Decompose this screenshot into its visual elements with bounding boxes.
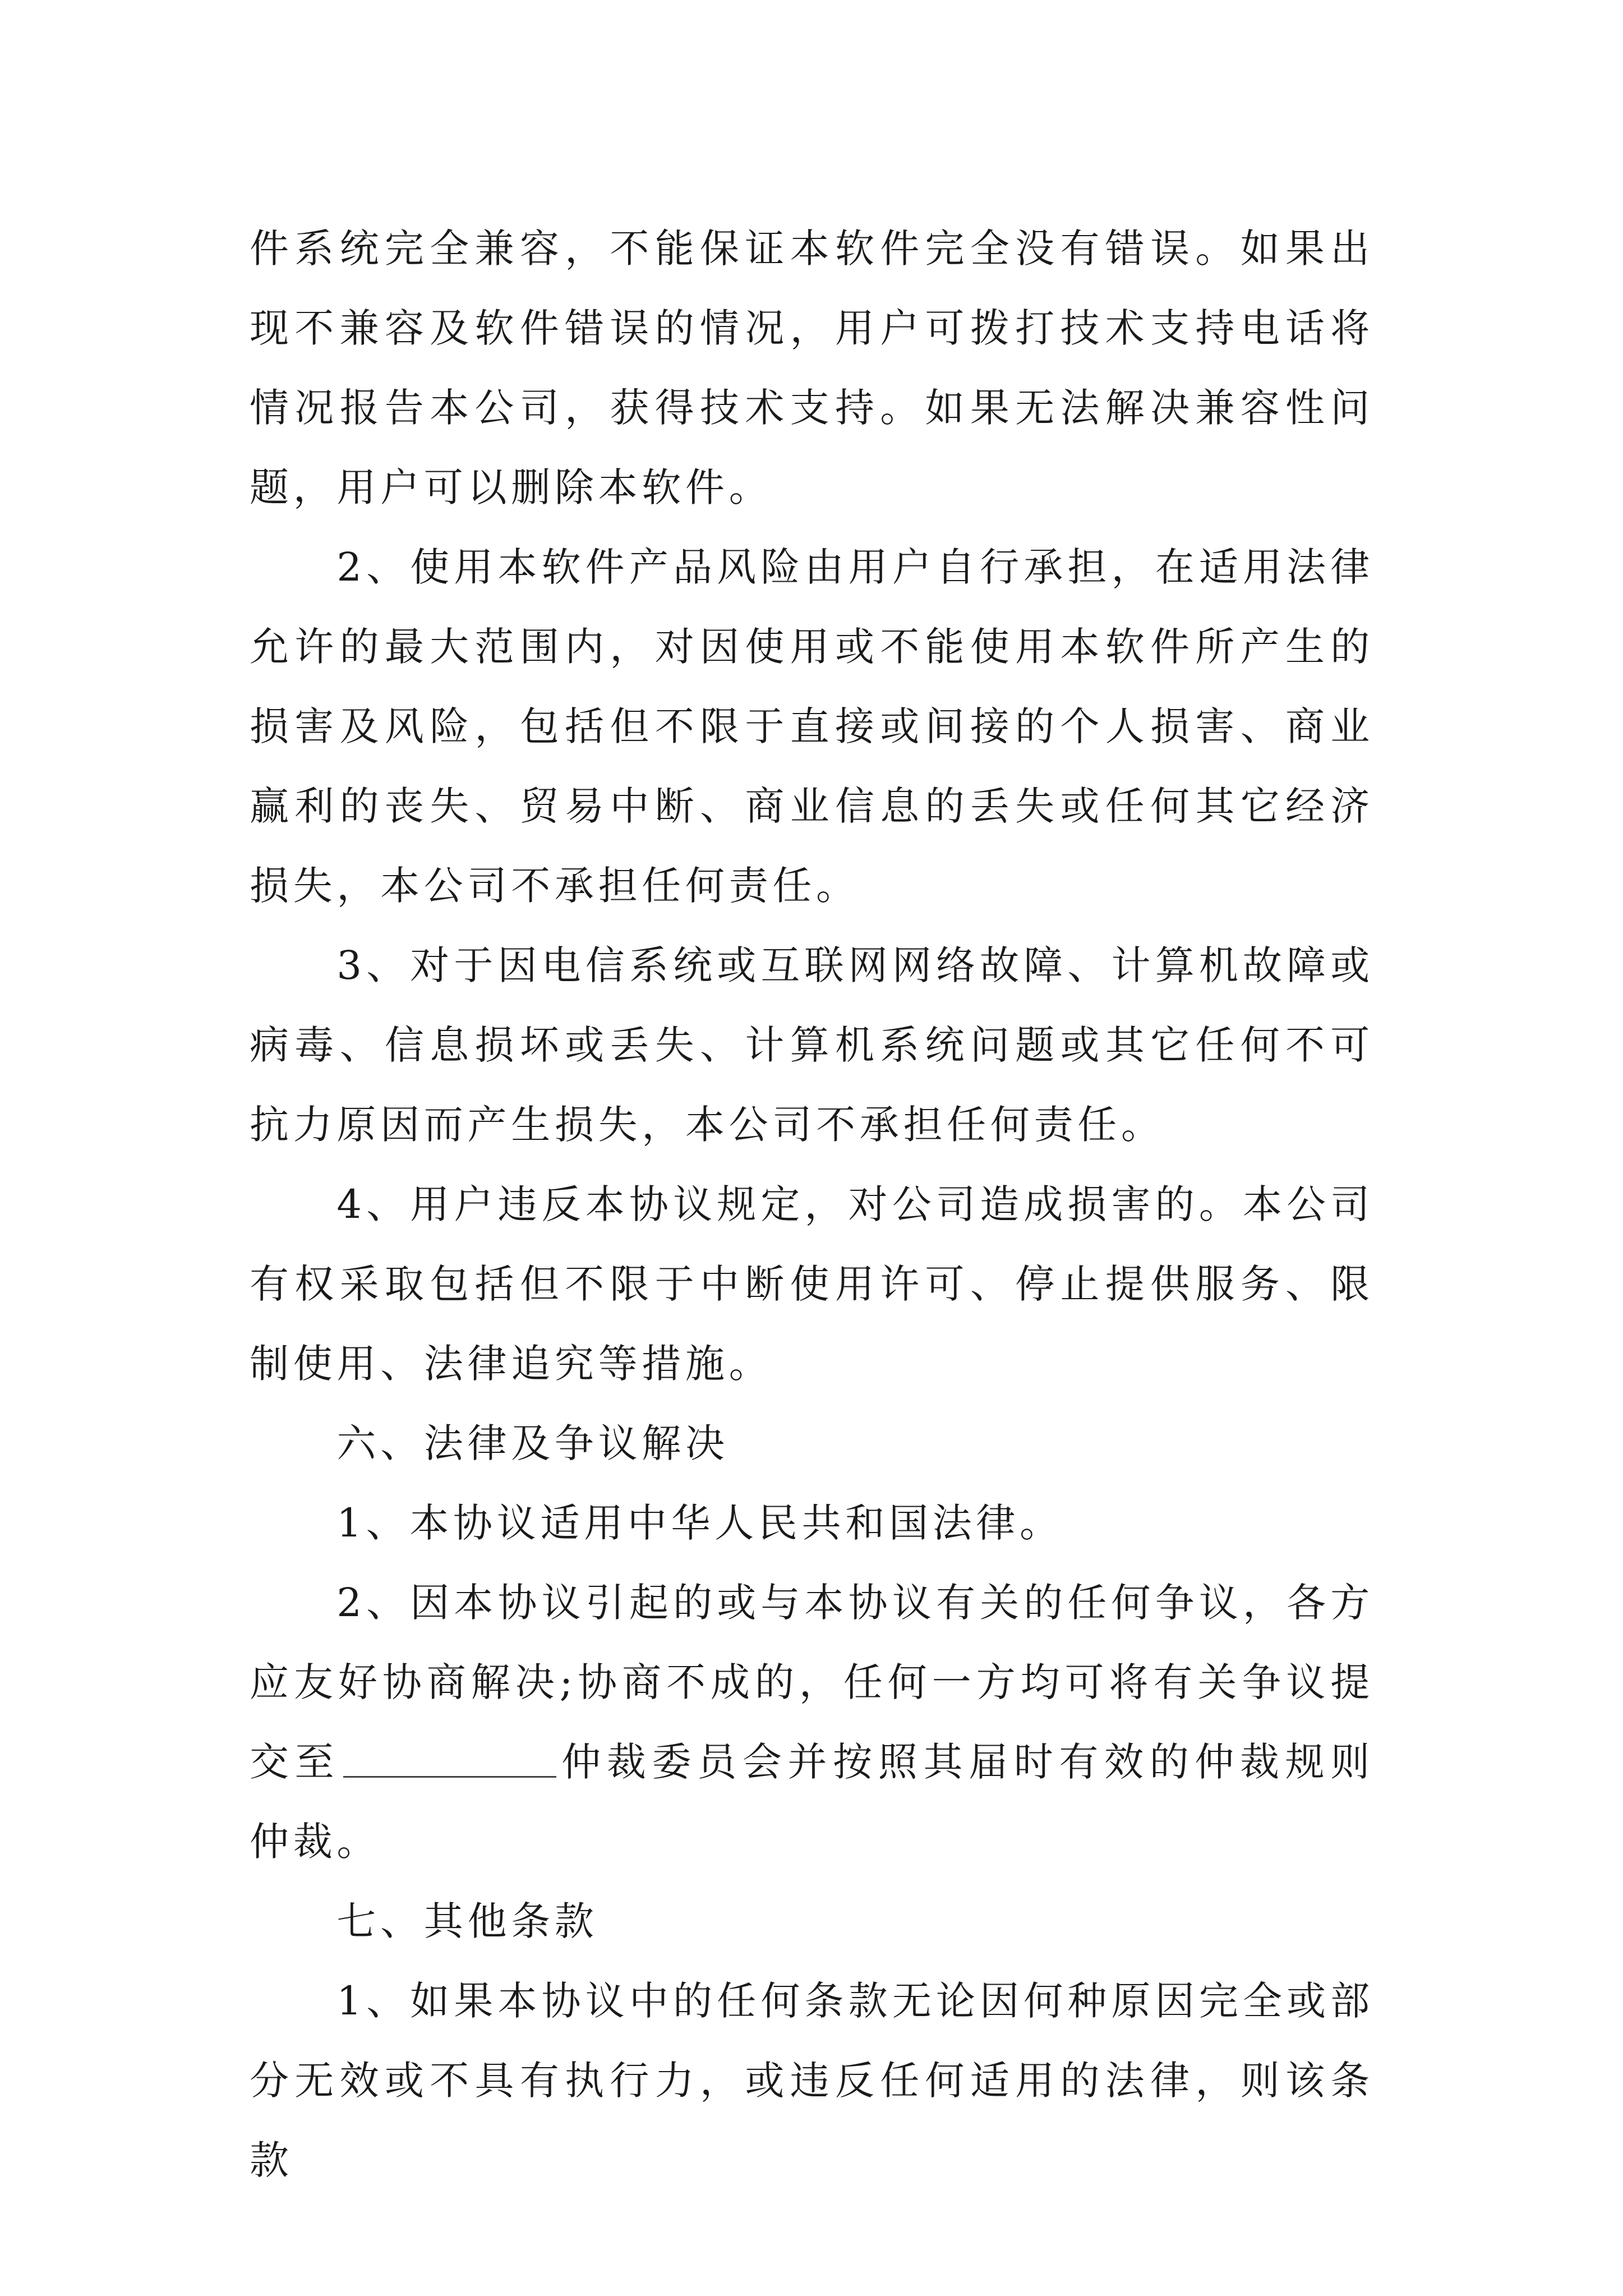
paragraph-clause-2-risk: 2、使用本软件产品风险由用户自行承担，在适用法律允许的最大范围内，对因使用或不能使用本软件所产生的损害及风险，包括但不限于直接或间接的个人损害、商业赢利的丧失、贸易中断、商业信息的丢失或任何其它经济损失，本公司不承担任何责任。	[250, 544, 1374, 909]
document-body	[250, 209, 1374, 2200]
paragraph-clause-1-governing-law: 1、本协议适用中华人民共和国法律。	[336, 1500, 1063, 1546]
paragraph-clause-3-force-majeure: 3、对于因电信系统或互联网网络故障、计算机故障或病毒、信息损坏或丢失、计算机系统问题或其它任何不可抗力原因而产生损失，本公司不承担任何责任。	[250, 942, 1374, 1148]
section-heading-other-terms: 七、其他条款	[336, 1898, 598, 1944]
paragraph-clause-1-severability: 1、如果本协议中的任何条款无论因何种原因完全或部分无效或不具有执行力，或违反任何适用的法律，则该条款	[250, 1978, 1374, 2183]
paragraph-clause-2-arbitration	[250, 1563, 1374, 1881]
arbitration-commission-blank-line	[343, 1737, 556, 1778]
arbitration-text-after-blank: 仲裁委员会并按照其届时有效的仲裁规则仲裁。	[250, 1739, 1374, 1865]
arbitration-text-before-blank: 2、因本协议引起的或与本协议有关的任何争议，各方应友好协商解决;协商不成的，任何一方均可将有关争议提交至	[250, 1580, 1374, 1785]
paragraph-clause-4-violation: 4、用户违反本协议规定，对公司造成损害的。本公司有权采取包括但不限于中断使用许可、停止提供服务、限制使用、法律追究等措施。	[250, 1181, 1374, 1387]
section-heading-law-and-disputes: 六、法律及争议解决	[336, 1420, 729, 1466]
paragraph-continuation-compatibility: 件系统完全兼容，不能保证本软件完全没有错误。如果出现不兼容及软件错误的情况，用户可拨打技术支持电话将情况报告本公司，获得技术支持。如果无法解决兼容性问题，用户可以删除本软件。	[250, 226, 1374, 510]
